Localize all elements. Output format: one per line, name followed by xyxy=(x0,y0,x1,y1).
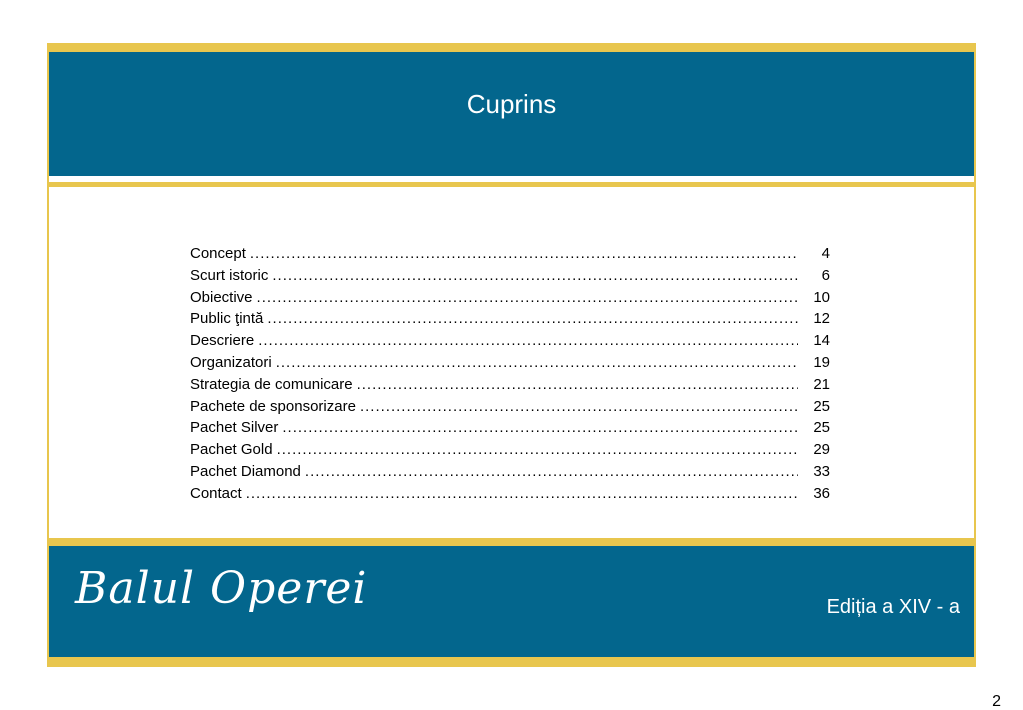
toc-item-page: 25 xyxy=(813,397,830,415)
toc-item[interactable] xyxy=(190,265,830,287)
toc-item[interactable] xyxy=(190,243,830,265)
toc-leader xyxy=(360,396,798,418)
toc-leader xyxy=(257,287,798,309)
toc-leader xyxy=(258,330,798,352)
toc-leader xyxy=(357,374,798,396)
toc-item-label: Organizatori xyxy=(190,353,272,371)
toc-item[interactable] xyxy=(190,352,830,374)
toc-item-label: Pachete de sponsorizare xyxy=(190,397,356,415)
toc-leader xyxy=(282,417,798,439)
toc-leader xyxy=(246,483,798,505)
toc-item-label: Pachet Gold xyxy=(190,441,273,459)
toc-item-page: 12 xyxy=(813,310,830,328)
toc-item-label: Descriere xyxy=(190,332,255,350)
edition-label: Ediția a XIV - a xyxy=(826,596,960,618)
toc-leader xyxy=(272,265,798,287)
toc-item-label: Pachet Diamond xyxy=(190,462,301,480)
toc-item[interactable] xyxy=(190,439,830,461)
toc-leader xyxy=(267,308,798,330)
toc-leader xyxy=(305,461,798,483)
toc-item[interactable] xyxy=(190,461,830,483)
toc-item-page: 21 xyxy=(813,375,830,393)
toc-item-page: 25 xyxy=(813,419,830,437)
toc-item-label: Obiective xyxy=(190,288,253,306)
table-of-contents xyxy=(190,243,830,505)
toc-leader xyxy=(277,439,798,461)
page-title: Cuprins xyxy=(466,89,557,119)
toc-item-page: 10 xyxy=(813,288,830,306)
toc-leader xyxy=(250,243,798,265)
toc-item[interactable] xyxy=(190,330,830,352)
toc-item-label: Scurt istoric xyxy=(190,266,269,284)
toc-item[interactable] xyxy=(190,374,830,396)
page-number: 2 xyxy=(992,693,1001,710)
toc-leader xyxy=(276,352,798,374)
toc-item[interactable] xyxy=(190,483,830,505)
toc-item-page: 29 xyxy=(813,441,830,459)
brand-logo-text: Balul Operei xyxy=(75,563,368,614)
toc-item-page: 19 xyxy=(813,353,830,371)
toc-item[interactable] xyxy=(190,396,830,418)
toc-item-label: Public ţintă xyxy=(190,310,264,328)
divider-top-line xyxy=(49,182,974,184)
toc-item[interactable] xyxy=(190,308,830,330)
toc-item-label: Concept xyxy=(190,245,246,262)
toc-item-page: 36 xyxy=(813,484,830,502)
toc-item-page: 4 xyxy=(821,245,830,262)
divider-bottom xyxy=(49,532,974,538)
toc-item-page: 14 xyxy=(813,332,830,350)
toc-item-page: 33 xyxy=(813,462,830,480)
toc-item-label: Contact xyxy=(190,484,242,502)
toc-item[interactable] xyxy=(190,287,830,309)
toc-item-page: 6 xyxy=(821,266,830,284)
toc-item-label: Pachet Silver xyxy=(190,419,279,437)
toc-item-label: Strategia de comunicare xyxy=(190,375,353,393)
toc-item[interactable] xyxy=(190,417,830,439)
